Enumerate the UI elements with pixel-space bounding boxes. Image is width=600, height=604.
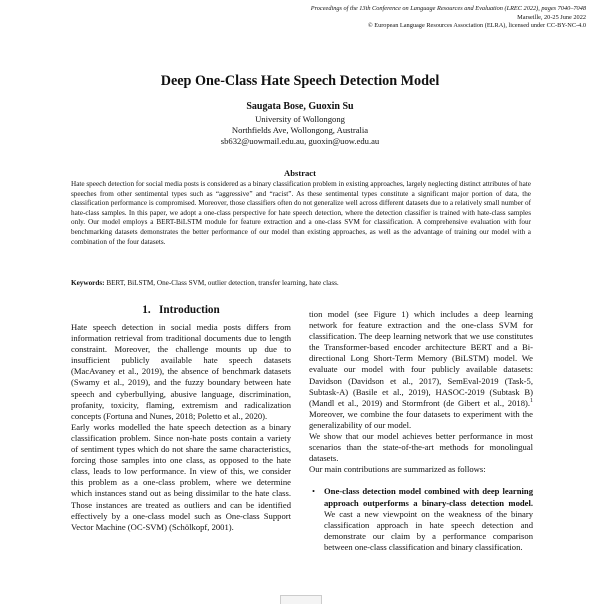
- paper-title: Deep One-Class Hate Speech Detection Model: [160, 73, 440, 89]
- keywords-label: Keywords:: [71, 279, 105, 287]
- intro-paragraph-1: Hate speech detection in social media posts differs from information retrieval from traditional documents due to length constraint. Moreover, the challenge mounts up due to insufficient publicly available hate speech datasets (MacAvaney et al., 2019), the absence of benchmark datasets (Swamy et al., 2019), and the fuzzy boundary between hate speech and cyberbullying, abusive language, discrimination, profanity, toxicity, flaming, extremism and radicalization concepts (Fortuna and Nunes, 2018; Poletto et al., 2020).: [71, 322, 291, 421]
- model-paragraph-end: Moreover, we combine the four datasets to experiment with the generalizability of our model.: [309, 408, 533, 430]
- footnote-marker[interactable]: 1: [530, 397, 533, 404]
- section-heading: [71, 304, 291, 316]
- affiliation-address: Northfields Ave, Wollongong, Australia: [231, 125, 369, 136]
- section-title: Introduction: [159, 304, 220, 316]
- intro-paragraph-2: Early works modelled the hate speech detection as a binary classification problem. Since non-hate posts contain a variety of sentiment types which do not share the same characteristics, forcing those samples into one class, as opposed to the hate class, leads to low performance. In view of this, we consider this problem as a one-class problem, where we determine which instances stand out as being dissimilar to the hate class. Those instances are treated as outliers and can be identified effectively by a one-class model such as One-class Support Vector Machine (OC-SVM) (Schölkopf, 2001).: [71, 421, 291, 532]
- location-line: Marseille, 20-25 June 2022: [517, 13, 586, 21]
- affiliation-emails: sb632@uowmail.edu.au, guoxin@uow.edu.au: [220, 136, 380, 147]
- abstract-text: Hate speech detection for social media posts is considered as a binary classification problem in existing approaches, largely neglecting distinct attributes of hate speeches from other sentimental types such as “aggressive” and “racist”. As these sentimental types constitute a significant major portion of data, the classification performance is compromised. Moreover, those classifiers often do not generalize well across different datasets due to a relatively small number of hate-class samples. In this paper, we adopt a one-class perspective for hate speech detection, where the detection classifier is trained with hate-class samples only. Our model employs a BERT-BiLSTM module for feature extraction and a one-class SVM for classification. A comprehensive evaluation with four benchmarking datasets demonstrates the better performance of our model than existing approaches, as well as the advantage of training our model with a combination of the four datasets.: [71, 180, 531, 246]
- contribution-bold: One-class detection model combined with deep learning approach outperforms a binary-class detection model.: [324, 486, 533, 508]
- keywords-text: BERT, BiLSTM, One-Class SVM, outlier detection, transfer learning, hate class.: [106, 279, 339, 287]
- left-column: [71, 322, 291, 533]
- abstract-heading: Abstract: [284, 168, 316, 178]
- license-line: © European Language Resources Association (ELRA), licensed under CC-BY-NC-4.0: [367, 22, 586, 30]
- conference-line: Proceedings of the 13th Conference on Language Resources and Evaluation (LREC 2022), pages 7040–7048: [310, 5, 586, 12]
- results-paragraph: We show that our model achieves better performance in most scenarios than the state-of-the-art methods for monolingual datasets.: [309, 431, 533, 464]
- contributions-intro: Our main contributions are summarized as follows:: [309, 464, 486, 475]
- proceedings-header: [166, 5, 586, 31]
- authors: Saugata Bose, Guoxin Su: [246, 101, 354, 112]
- contribution-text: We cast a new viewpoint on the weakness of the binary classification approach in hate speech detection and demonstrate our claim by a performance comparison between one-class classification and binary classification.: [324, 508, 533, 552]
- model-paragraph: [309, 309, 533, 431]
- contribution-bullet: [309, 486, 533, 553]
- right-column: [309, 309, 533, 553]
- model-paragraph-text: tion model (see Figure 1) which includes a deep learning network for feature extraction and the one-class SVM for classification. The deep learning network that we use constitutes the Transformer-based encoder architecture BERT and a Bi-directional Long Short-Term Memory (BiLSTM) model. We evaluate our model with four publicly available datasets: Davidson (Davidson et al., 2017), SemEval-2019 (Task-5, Subtask-A) (Basile et al., 2019), HASOC-2019 (Subtask B) (Mandl et al., 2019) and Stormfront (de Gibert et al., 2018).: [309, 309, 533, 408]
- keywords: [71, 279, 531, 287]
- affiliation: [0, 114, 600, 148]
- bullet-icon: •: [312, 486, 316, 497]
- affiliation-university: University of Wollongong: [255, 114, 345, 124]
- section-number: 1.: [142, 304, 151, 316]
